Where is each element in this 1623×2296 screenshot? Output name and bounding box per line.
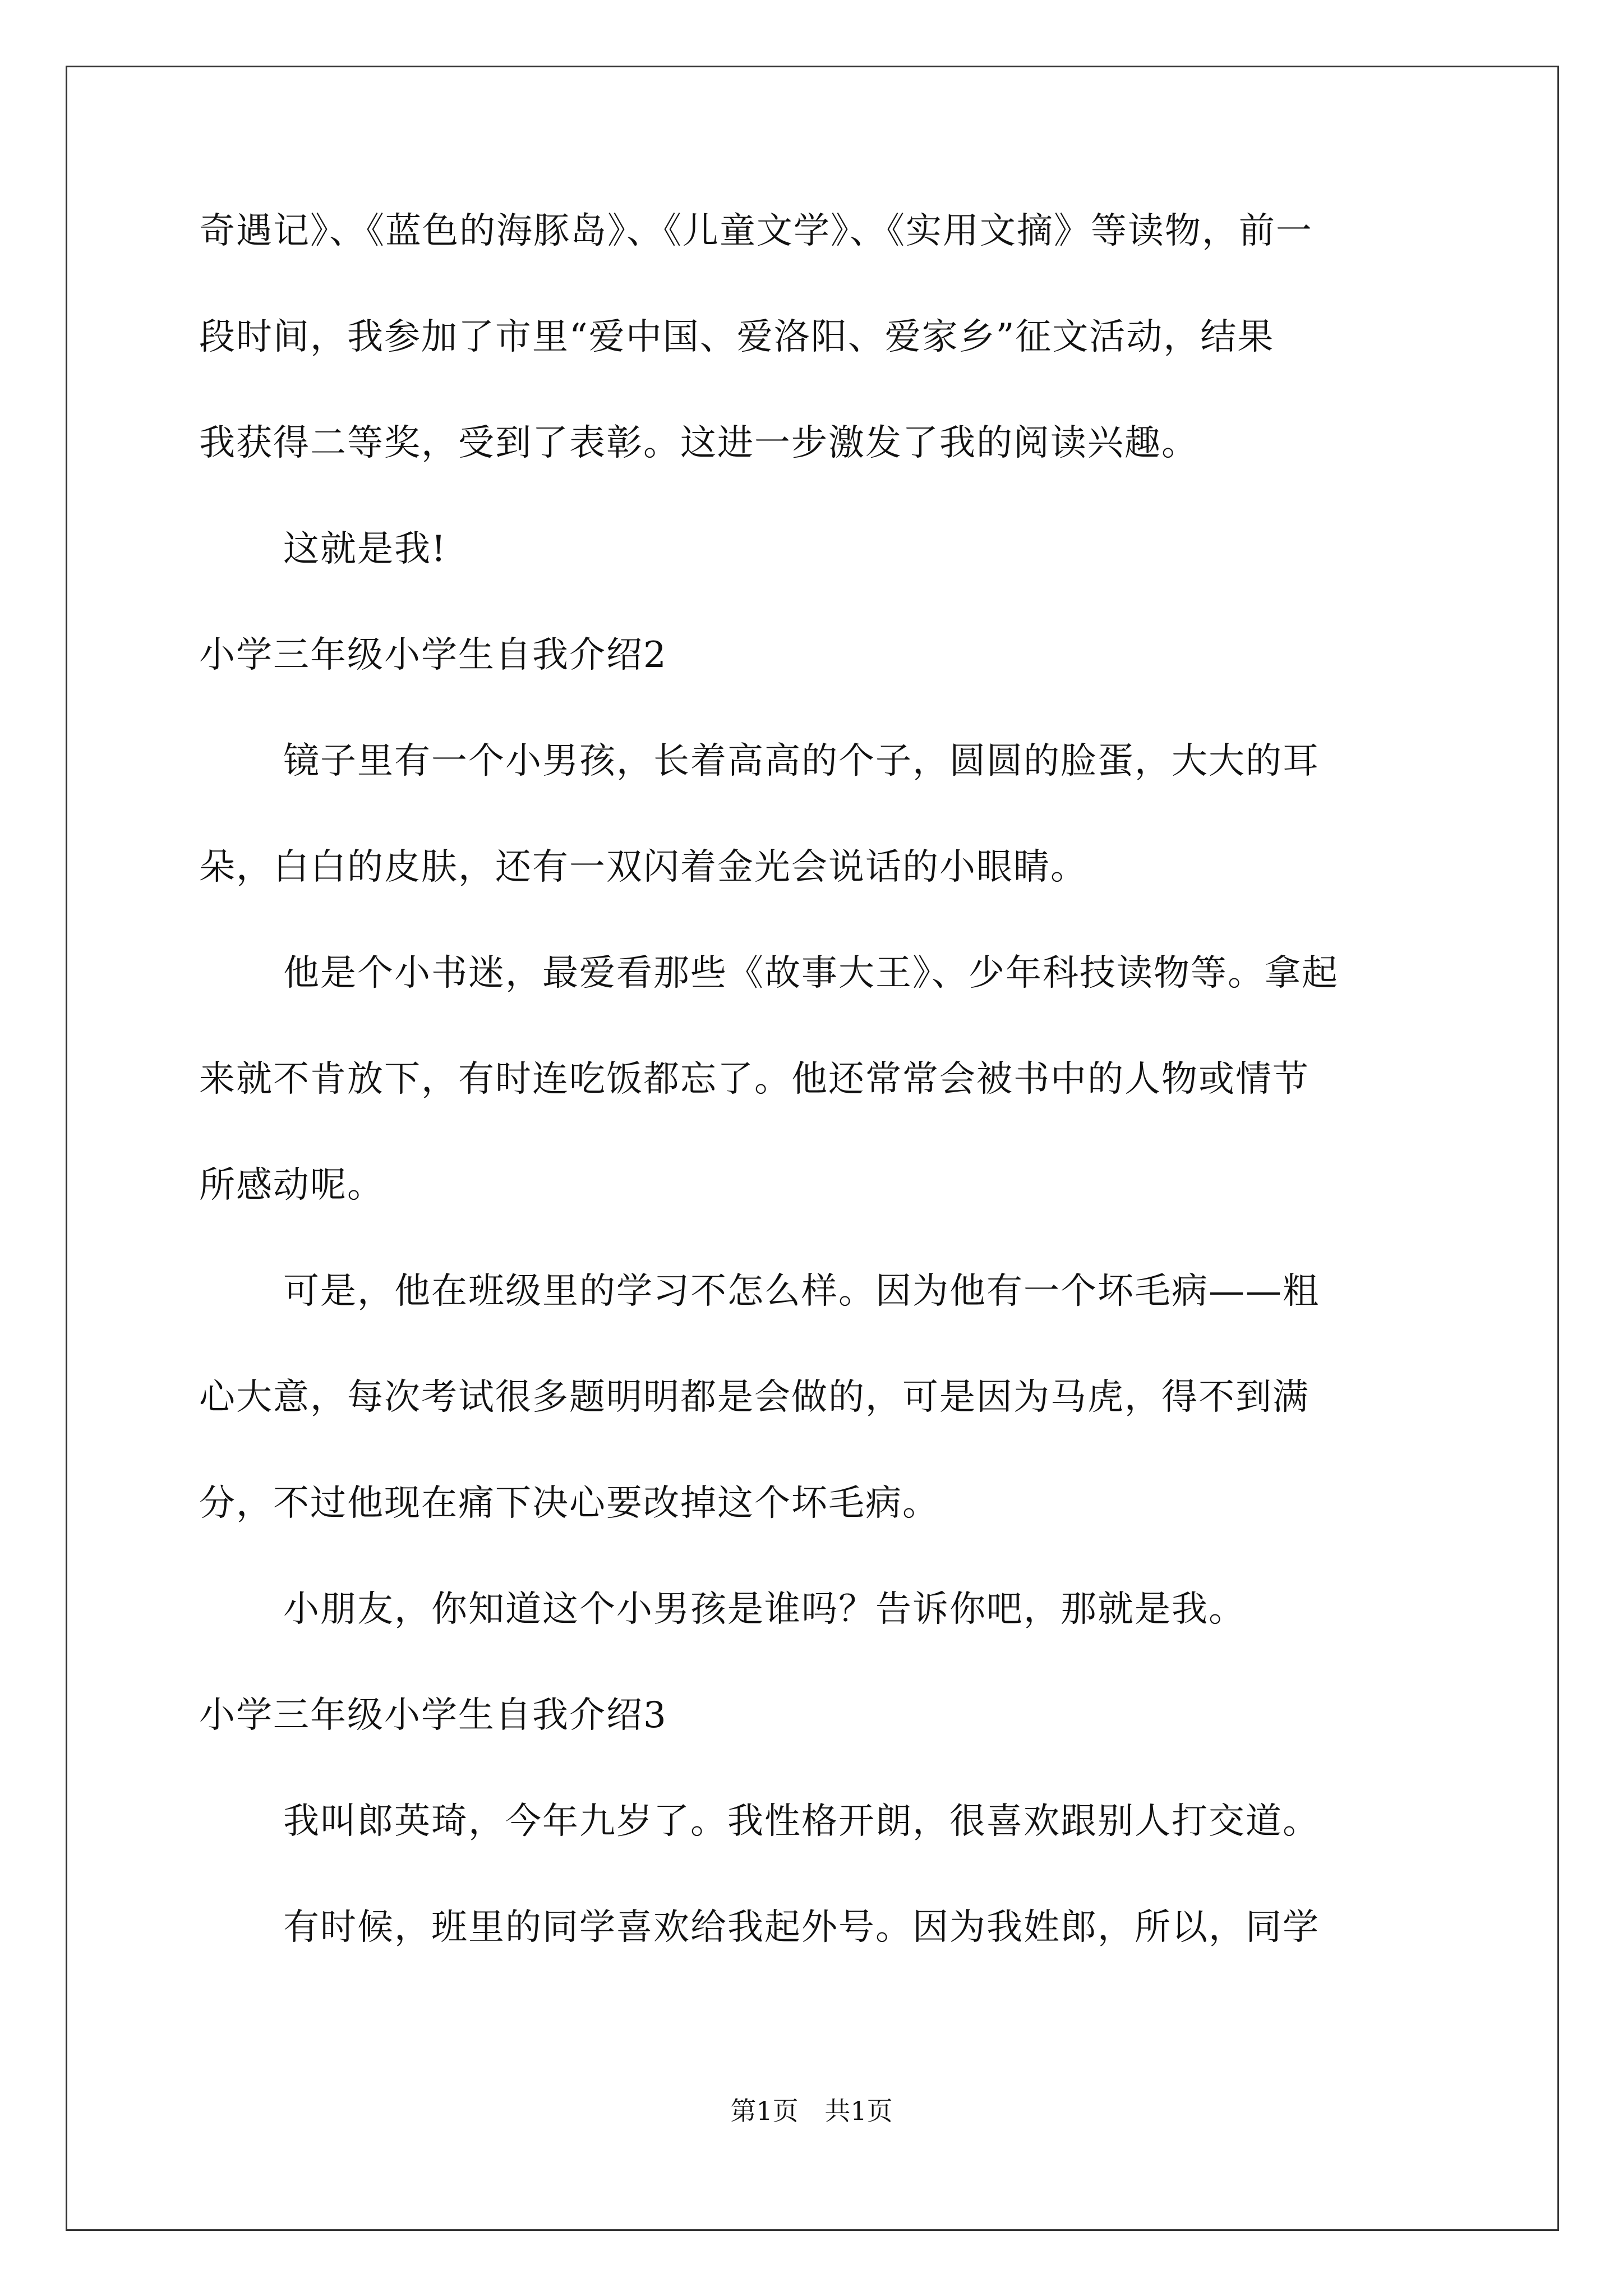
paragraph-line: 我获得二等奖，受到了表彰。这进一步激发了我的阅读兴趣。	[199, 422, 1198, 464]
paragraph-line: 分，不过他现在痛下决心要改掉这个坏毛病。	[199, 1483, 939, 1524]
paragraph-line: 他是个小书迷，最爱看那些《故事大王》、少年科技读物等。拿起	[283, 953, 1339, 994]
paragraph-line: 奇遇记》、《蓝色的海豚岛》、《儿童文学》、《实用文摘》等读物，前一	[199, 210, 1313, 252]
paragraph-line: 我叫郎英琦，今年九岁了。我性格开朗，很喜欢跟别人打交道。	[283, 1801, 1320, 1842]
paragraph-line: 有时候，班里的同学喜欢给我起外号。因为我姓郎，所以，同学	[283, 1907, 1320, 1948]
paragraph-line: 段时间，我参加了市里“爱中国、爱洛阳、爱家乡”征文活动，结果	[199, 316, 1275, 358]
paragraph-line: 心大意，每次考试很多题明明都是会做的，可是因为马虎，得不到满	[199, 1377, 1310, 1418]
section-heading: 小学三年级小学生自我介绍2	[199, 634, 667, 676]
document-body	[199, 210, 1433, 2016]
paragraph-line: 可是，他在班级里的学习不怎么样。因为他有一个坏毛病——粗	[283, 1271, 1320, 1312]
section-heading: 小学三年级小学生自我介绍3	[199, 1695, 667, 1736]
paragraph-line: 小朋友，你知道这个小男孩是谁吗？告诉你吧，那就是我。	[283, 1589, 1246, 1630]
page-number-total: 共1页	[824, 2096, 893, 2126]
page-number-current: 第1页	[730, 2096, 799, 2126]
paragraph-line: 镜子里有一个小男孩，长着高高的个子，圆圆的脸蛋，大大的耳	[283, 740, 1320, 782]
paragraph-line: 来就不肯放下，有时连吃饭都忘了。他还常常会被书中的人物或情节	[199, 1059, 1310, 1100]
paragraph-line: 朵，白白的皮肤，还有一双闪着金光会说话的小眼睛。	[199, 846, 1087, 888]
page-footer	[0, 2098, 1623, 2124]
paragraph-line: 这就是我!	[283, 528, 447, 570]
paragraph-line: 所感动呢。	[199, 1165, 384, 1206]
